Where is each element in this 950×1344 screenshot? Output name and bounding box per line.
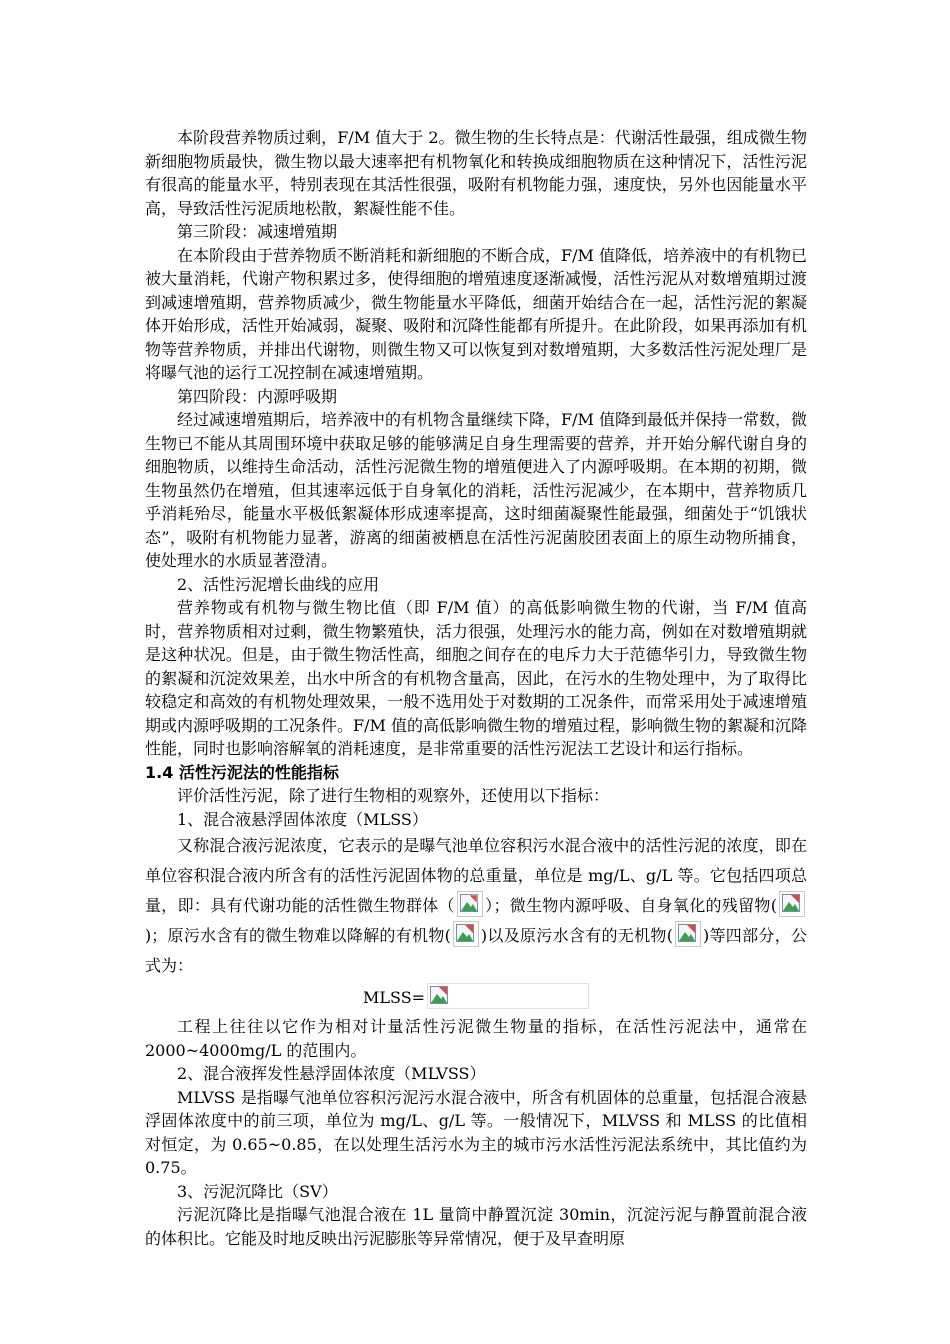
- sv-title: 3、污泥沉降比（SV）: [177, 1181, 338, 1201]
- mlss-text-d: )以及原污水含有的无机物(: [480, 926, 673, 945]
- paragraph-stage4-desc: 经过减速增殖期后，培养液中的有机物含量继续下降，F/M 值降到最低并保持一常数，微生物已不能从其周围环境中获取足够的能够满足自身生理需要的营养，并开始分解代谢自身的细胞物质，以维持生命活动，活性污泥微生物的增殖便进入了内源呼吸期。在本期的初期，微生物虽然仍在增殖，但其速率远低于自身氧化的消耗，活性污泥减少，在本期中，营养物质几乎消耗殆尽，能量水平极低絮凝体形成速率提高，这时细菌凝聚性能最强，细菌处于“饥饿状态”，吸附有机物能力显著，游离的细菌被栖息在活性污泥菌胶团表面上的原生动物所捕食，使处理水的水质显著澄清。: [145, 410, 807, 570]
- formula-image: [427, 983, 589, 1009]
- paragraph-stage2-desc: 本阶段营养物质过剩，F/M 值大于 2。微生物的生长特点是：代谢活性最强，组成微生物新细胞物质最快，微生物以最大速率把有机物氧化和转换成细胞物质在这种情况下，活性污泥有很高的能量水平，特别表现在其活性很强，吸附有机物能力强，速度快，另外也因能量水平高，导致活性污泥质地松散，絮凝性能不佳。: [145, 128, 807, 218]
- broken-image-icon: [453, 921, 479, 947]
- mlss-text-b: ）；微生物内源呼吸、自身氧化的残留物(: [484, 896, 777, 915]
- section-heading-1-4: 1.4 活性污泥法的性能指标: [145, 762, 339, 782]
- mlss-text-a: 又称混合液污泥浓度，它表示的是曝气池单位容积污水混合液中的活性污泥的浓度，即在单位容积混合液内所含有的活性污泥固体物的总重量，单位是 mg/L、g/L 等。它包括四项总量，即：具有代谢功能的活性微生物群体（: [145, 836, 807, 915]
- mlss-text-c: )；原污水含有的微生物难以降解的有机物(: [145, 926, 451, 945]
- broken-image-icon: [430, 986, 448, 1004]
- formula-label: MLSS=: [363, 988, 426, 1007]
- paragraph-mlvss-definition: MLVSS 是指曝气池单位容积污泥污水混合液中，所含有机固体的总重量，包括混合液悬浮固体浓度中的前三项，单位为 mg/L、g/L 等。一般情况下，MLVSS 和 MLSS 的比值相对恒定，为 0.65~0.85，在以处理生活污水为主的城市污水活性污泥法系统中，其比值约为 0.75。: [145, 1087, 807, 1177]
- broken-image-icon: [675, 921, 701, 947]
- paragraph-mlss-definition: [145, 831, 807, 981]
- stage3-title: 第三阶段：减速增殖期: [177, 222, 338, 241]
- document-body: [145, 126, 807, 1250]
- broken-image-icon: [779, 891, 805, 917]
- paragraph-evaluation-intro: 评价活性污泥，除了进行生物相的观察外，还使用以下指标：: [177, 786, 610, 805]
- mlss-formula: [145, 981, 807, 1015]
- broken-image-icon: [457, 891, 483, 917]
- paragraph-sv-definition: 污泥沉降比是指曝气池混合液在 1L 量筒中静置沉淀 30min，沉淀污泥与静置前混合液的体积比。它能及时地反映出污泥膨胀等异常情况，便于及早查明原: [145, 1205, 807, 1248]
- paragraph-growth-curve-application: 营养物或有机物与微生物比值（即 F/M 值）的高低影响微生物的代谢，当 F/M 值高时，营养物质相对过剩，微生物繁殖快，活力很强，处理污水的能力高，例如在对数增殖期就是这种状况。但是，由于微生物活性高，细胞之间存在的电斥力大于范德华引力，导致微生物的絮凝和沉淀效果差，出水中所含的有机物含量高，因此，在污水的生物处理中，为了取得比较稳定和高效的有机物处理效果，一般不选用处于对数期的工况条件，而常采用处于减速增殖期或内源呼吸期的工况条件。F/M 值的高低影响微生物的增殖过程，影响微生物的絮凝和沉降性能，同时也影响溶解氧的消耗速度，是非常重要的活性污泥法工艺设计和运行指标。: [145, 598, 807, 758]
- mlss-text-e: )等四部分，公式为：: [145, 926, 807, 975]
- mlvss-title: 2、混合液挥发性悬浮固体浓度（MLVSS）: [177, 1064, 486, 1083]
- paragraph-stage3-desc: 在本阶段由于营养物质不断消耗和新细胞的不断合成，F/M 值降低，培养液中的有机物已被大量消耗，代谢产物积累过多，使得细胞的增殖速度逐渐减慢，活性污泥从对数增殖期过渡到减速增殖期，营养物质减少，微生物能量水平降低，细菌开始结合在一起，活性污泥的絮凝体开始形成，活性开始减弱，凝聚、吸附和沉降性能都有所提升。在此阶段，如果再添加有机物等营养物质，并排出代谢物，则微生物又可以恢复到对数增殖期，大多数活性污泥处理厂是将曝气池的运行工况控制在减速增殖期。: [145, 245, 807, 382]
- mlss-title: 1、混合液悬浮固体浓度（MLSS）: [177, 809, 428, 829]
- paragraph-mlss-engineering: 工程上往往以它作为相对计量活性污泥微生物量的指标，在活性污泥法中，通常在 2000~4000mg/L 的范围内。: [145, 1017, 807, 1060]
- section2-title: 2、活性污泥增长曲线的应用: [177, 574, 380, 594]
- stage4-title: 第四阶段：内源呼吸期: [177, 386, 338, 406]
